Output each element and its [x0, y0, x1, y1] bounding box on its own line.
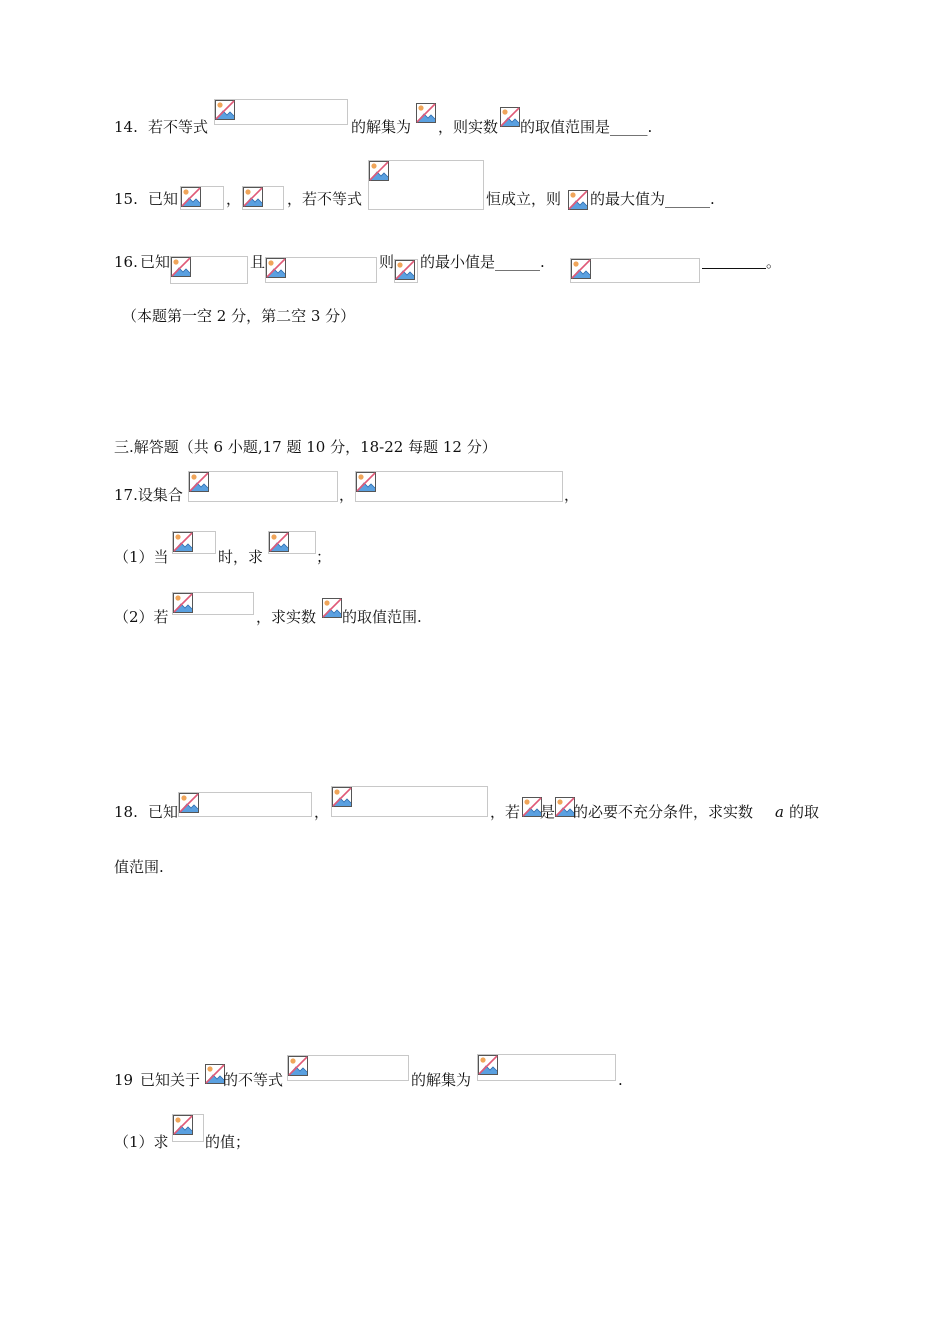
q15-text-5: 的最大值为______. [590, 190, 715, 208]
q14-text-3: ，则实数 [438, 118, 499, 136]
broken-image-icon [500, 107, 520, 127]
broken-image-icon [189, 472, 209, 492]
formula-image [172, 1114, 204, 1142]
p18-variable: a [775, 803, 784, 821]
broken-image-icon [356, 472, 376, 492]
p19-text-2: 的不等式 [223, 1071, 284, 1089]
p17-part2-a: （2）若 [114, 608, 169, 626]
p17-stem: 17.设集合 [114, 486, 183, 504]
broken-image-icon [173, 532, 193, 552]
q15-text-2: ， [226, 190, 242, 208]
formula-image [355, 471, 563, 502]
q14-number: 14. [114, 118, 138, 136]
q16-text-2: 且 [250, 253, 266, 271]
p17-comma-2: ， [564, 486, 580, 504]
broken-image-icon [568, 190, 588, 210]
p18-text-4: 是 [540, 803, 556, 821]
answer-blank [702, 268, 766, 269]
broken-image-icon [369, 161, 389, 181]
broken-image-icon [416, 103, 436, 123]
q14-text-4: 的取值范围是_____. [520, 118, 653, 136]
p17-part1-b: 时，求 [218, 548, 264, 566]
formula-image [172, 531, 216, 554]
p18-text-3: ，若 [490, 803, 521, 821]
formula-image [394, 259, 418, 283]
formula-image [522, 797, 540, 817]
broken-image-icon [205, 1064, 225, 1084]
p19-text-1: 已知关于 [140, 1071, 201, 1089]
formula-image [205, 1064, 223, 1084]
formula-image [265, 257, 377, 283]
p17-part1-a: （1）当 [114, 548, 169, 566]
broken-image-icon [332, 787, 352, 807]
formula-image [178, 792, 312, 817]
broken-image-icon [571, 259, 591, 279]
broken-image-icon [179, 793, 199, 813]
formula-image [416, 103, 438, 125]
q15-text-1: 已知 [148, 190, 179, 208]
p17-comma-1: ， [339, 486, 355, 504]
formula-image [214, 99, 348, 125]
broken-image-icon [215, 100, 235, 120]
p18-text-1: 已知 [148, 803, 179, 821]
q16-text-3: 则 [379, 253, 395, 271]
p19-text-3: 的解集为 [411, 1071, 472, 1089]
broken-image-icon [322, 598, 342, 618]
formula-image [322, 598, 342, 618]
broken-image-icon [266, 258, 286, 278]
formula-image [287, 1055, 409, 1081]
p18-continuation: 值范围. [114, 858, 164, 876]
q14-text-1: 若不等式 [148, 118, 209, 136]
formula-image [172, 592, 254, 615]
q16-text-4: 的最小值是______. [420, 253, 545, 271]
p18-text-6: 的取 [789, 803, 820, 821]
q16-text-1: 已知 [140, 253, 171, 271]
formula-image [477, 1054, 616, 1081]
p18-number: 18. [114, 803, 138, 821]
formula-image [170, 256, 248, 284]
broken-image-icon [173, 1115, 193, 1135]
p18-text-2: ， [314, 803, 330, 821]
q16-note: （本题第一空 2 分，第二空 3 分） [122, 307, 356, 325]
p17-part2-b: ，求实数 [256, 608, 317, 626]
q15-number: 15. [114, 190, 138, 208]
p18-text-5: 的必要不充分条件，求实数 [573, 803, 754, 821]
p19-part1-a: （1）求 [114, 1133, 169, 1151]
q16-text-5: 。 [766, 253, 782, 271]
p19-number: 19 [114, 1071, 134, 1089]
formula-image [500, 107, 520, 127]
formula-image [188, 471, 338, 502]
q15-text-3: ，若不等式 [287, 190, 363, 208]
p17-part1-c: ； [316, 548, 332, 566]
formula-image [180, 186, 224, 210]
broken-image-icon [522, 797, 542, 817]
section-heading: 三.解答题（共 6 小题,17 题 10 分，18-22 每题 12 分） [114, 438, 497, 456]
p17-part2-c: 的取值范围. [342, 608, 422, 626]
broken-image-icon [269, 532, 289, 552]
broken-image-icon [288, 1056, 308, 1076]
formula-image [268, 531, 316, 554]
broken-image-icon [181, 187, 201, 207]
broken-image-icon [243, 187, 263, 207]
broken-image-icon [478, 1055, 498, 1075]
q15-text-4: 恒成立，则 [486, 190, 562, 208]
formula-image [555, 797, 573, 817]
broken-image-icon [173, 593, 193, 613]
formula-image [568, 190, 590, 212]
formula-image [242, 186, 284, 210]
formula-image [570, 258, 700, 283]
p19-text-4: . [618, 1071, 623, 1089]
broken-image-icon [171, 257, 191, 277]
formula-image [331, 786, 488, 817]
p19-part1-b: 的值； [205, 1133, 251, 1151]
broken-image-icon [395, 260, 415, 280]
q14-text-2: 的解集为 [351, 118, 412, 136]
q16-number: 16. [114, 253, 138, 271]
formula-image [368, 160, 484, 210]
broken-image-icon [555, 797, 575, 817]
